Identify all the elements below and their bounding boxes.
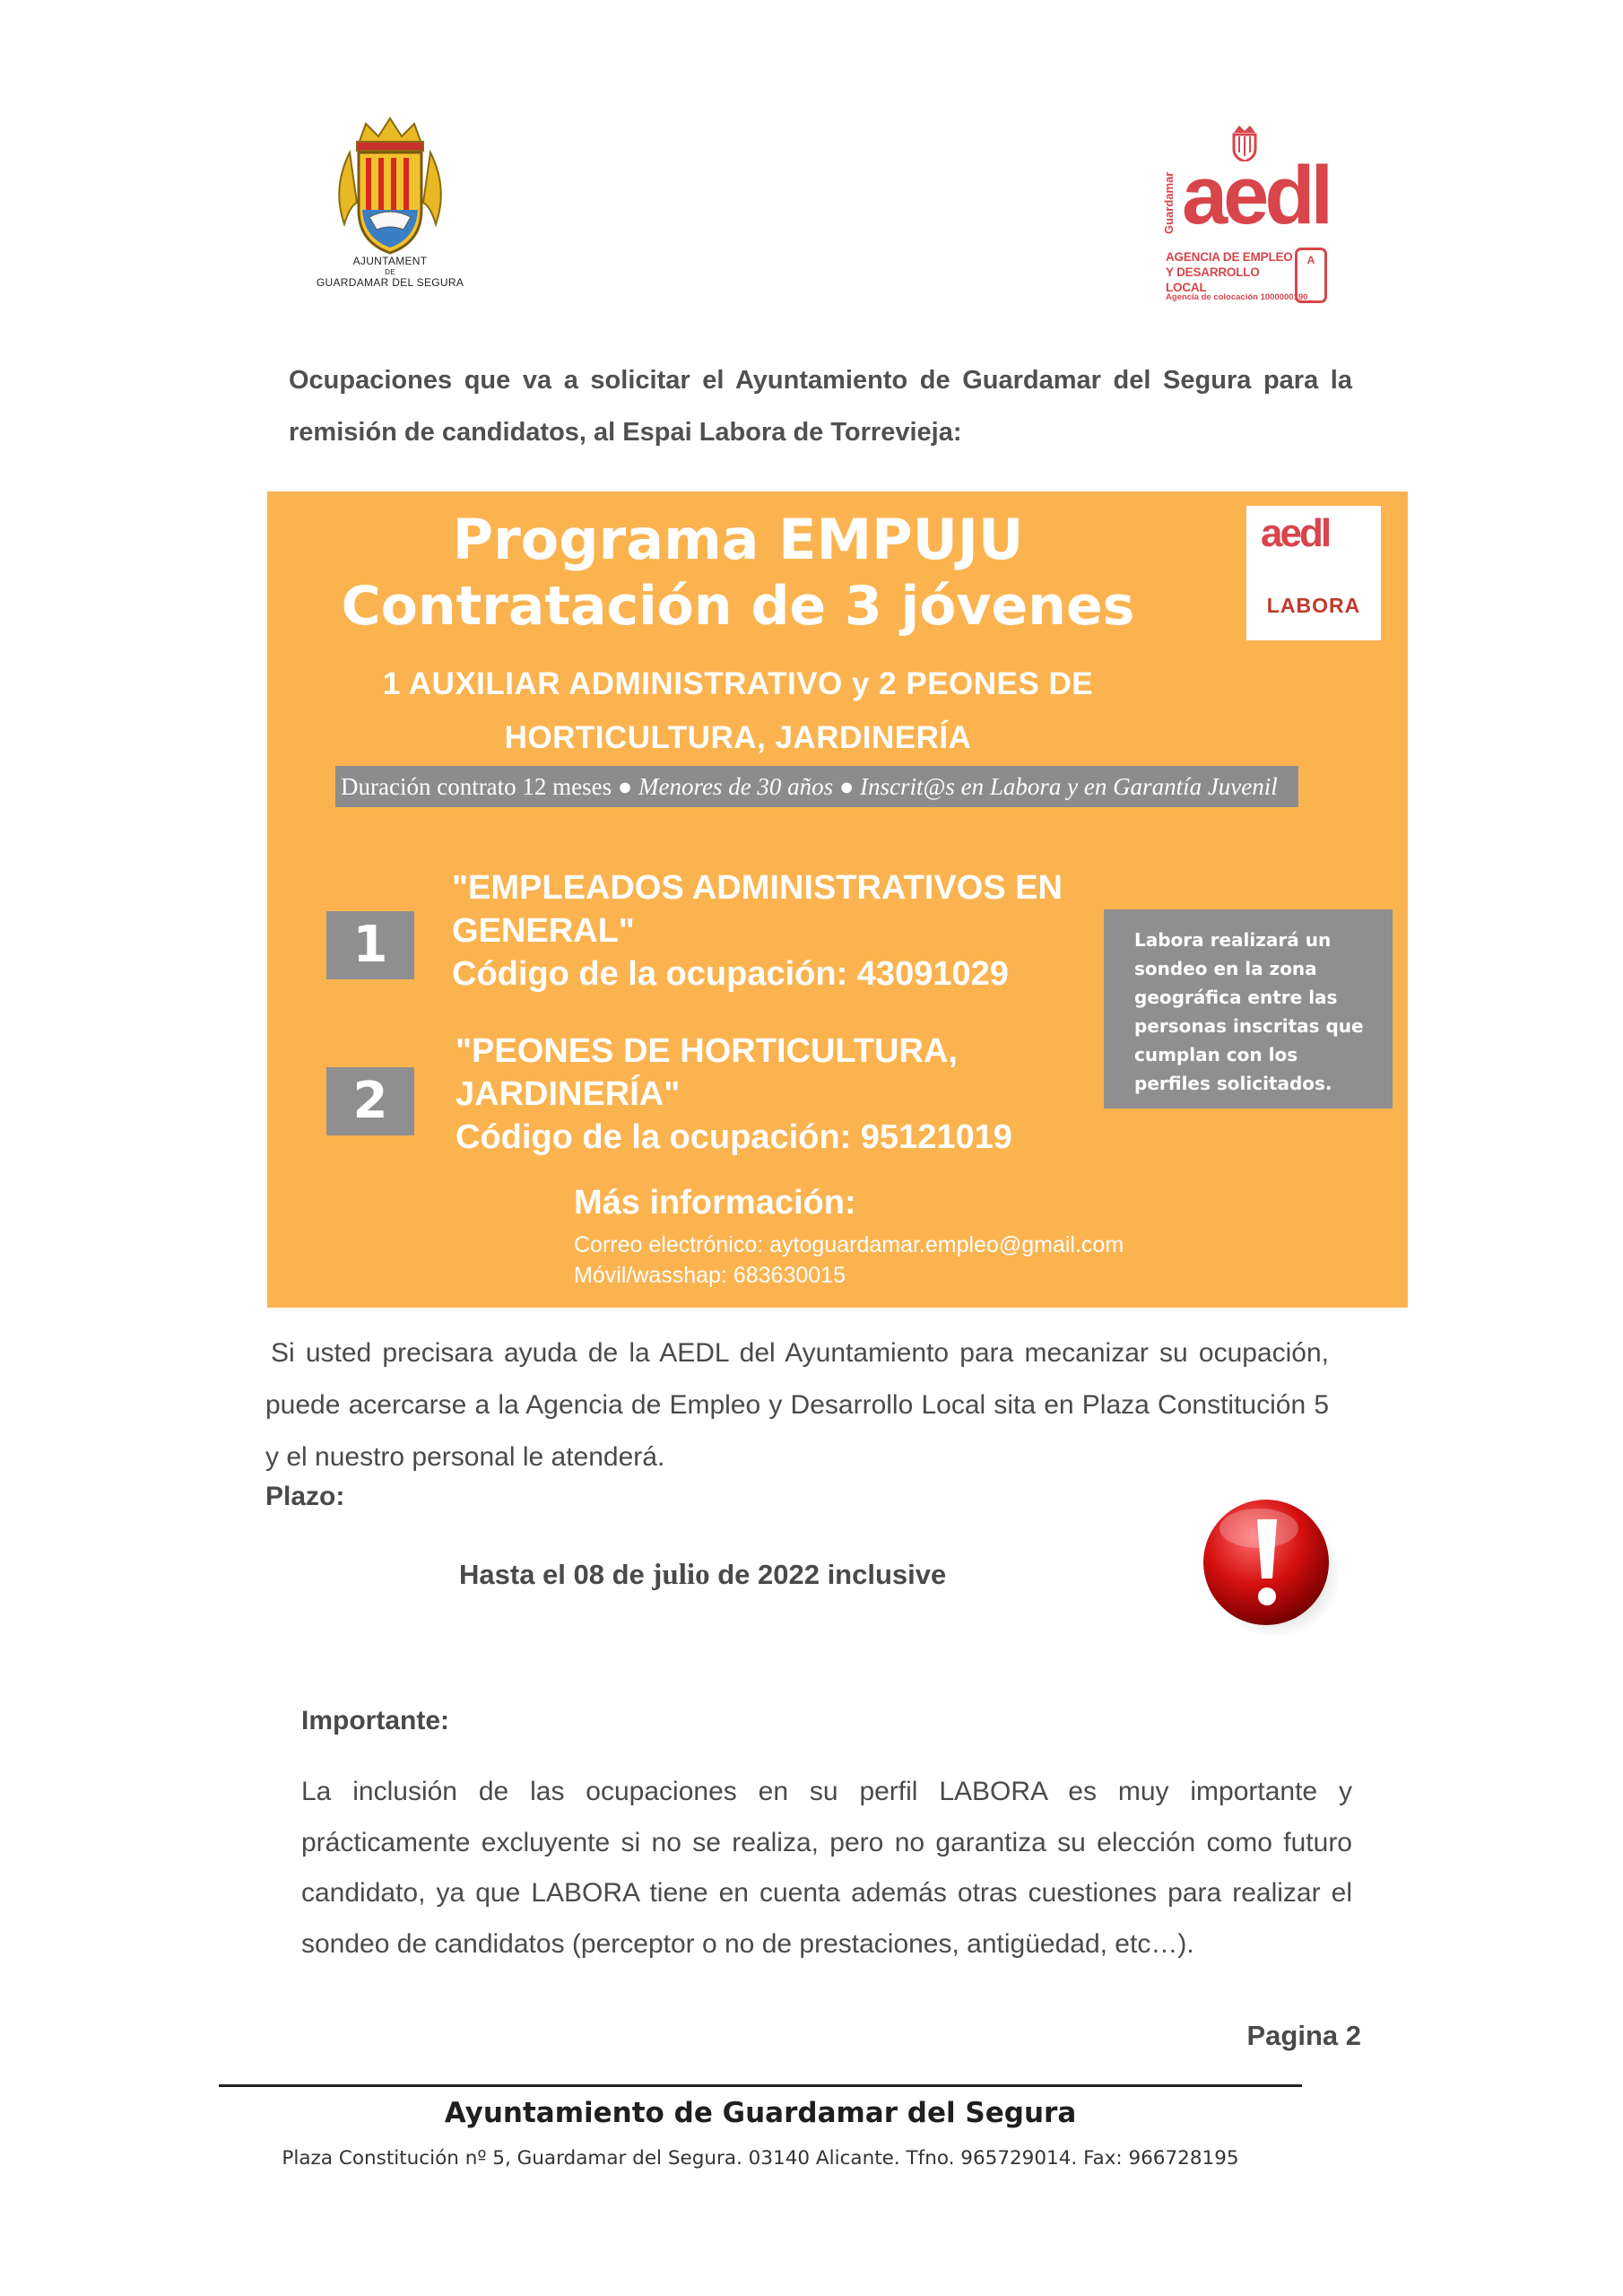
aedl-badge-text: A — [1306, 254, 1315, 266]
labora-note: Labora realizará un sondeo en la zona geográfica entre las personas inscritas que cumplan con los perfiles solicitados. — [1104, 909, 1393, 1109]
more-info-email: Correo electrónico: aytoguardamar.empleo@gmail.com — [574, 1232, 1124, 1257]
poster-subtitle-2: HORTICULTURA, JARDINERÍA — [504, 720, 972, 755]
footer-divider — [219, 2084, 1302, 2087]
more-info-phone: Móvil/wasshap: 683630015 — [574, 1263, 846, 1288]
municipality-caption — [296, 255, 484, 290]
bullet-icon: ● — [838, 773, 860, 800]
caption-line-1: AJUNTAMENT — [352, 255, 428, 267]
page-number: Pagina 2 — [1246, 2020, 1361, 2051]
aedl-logo-word: aedl — [1182, 150, 1330, 241]
aedl-subtitle: AGENCIA DE EMPLEO Y DESARROLLO LOCAL — [1166, 250, 1293, 294]
occupation-number-2: 2 — [326, 1067, 414, 1135]
caption-small: DE — [385, 268, 395, 276]
aedl-footnote: Agencia de colocación 1000000190 — [1166, 292, 1308, 302]
deadline-text — [459, 1559, 946, 1592]
deadline-month: julio — [652, 1559, 710, 1591]
intro-paragraph: Ocupaciones que va a solicitar el Ayuntamiento de Guardamar del Segura para la remisión de candidatos, al Espai Labora de Torrevieja: — [289, 366, 1352, 447]
condition-registration: Inscrit@s en Labora y en Garantía Juvenil — [860, 773, 1278, 800]
importante-text: La inclusión de las ocupaciones en su perfil LABORA es muy importante y prácticamente excluyente si no se realiza, pero no garantiza su elección como futuro candidato, ya que LABORA tiene en cuenta además otras cuestiones para realizar el sondeo de candidatos (perceptor o no de prestaciones, antigüedad, etc…). — [301, 1777, 1352, 1959]
poster-labora-logo: LABORA — [1266, 594, 1361, 617]
occupation-1-code-label: Código de la ocupación: — [452, 955, 857, 993]
condition-duration: Duración contrato 12 meses — [341, 773, 612, 800]
occupation-1-code-line — [452, 952, 1063, 996]
footer-address: Plaza Constitución nº 5, Guardamar del Segura. 03140 Alicante. Tfno. 965729014. Fax: 966728195 — [282, 2147, 1239, 2170]
occupation-2-code-label: Código de la ocupación: — [456, 1118, 861, 1156]
deadline-part-2: de 2022 inclusive — [709, 1559, 947, 1590]
occupation-2-code: 95121019 — [860, 1118, 1012, 1156]
occupation-number-1: 1 — [326, 911, 414, 979]
more-info-title: Más información: — [574, 1184, 856, 1222]
occupation-1-name-2: GENERAL" — [452, 912, 635, 950]
occupation-2-name-2: JARDINERÍA" — [456, 1075, 681, 1113]
aedl-vertical-text: Guardamar — [1162, 171, 1176, 234]
poster-aedl-logo: aedl — [1261, 511, 1330, 555]
deadline-part-1: Hasta el 08 de — [459, 1559, 653, 1590]
poster-title-1: Programa EMPUJU — [452, 507, 1024, 572]
bullet-icon: ● — [617, 773, 638, 800]
caption-line-2: GUARDAMAR DEL SEGURA — [316, 276, 464, 289]
occupation-2-code-line — [456, 1116, 1012, 1159]
occupation-1 — [452, 866, 1063, 996]
poster-subtitle-1: 1 AUXILIAR ADMINISTRATIVO y 2 PEONES DE — [382, 666, 1094, 701]
program-poster — [267, 491, 1408, 1308]
occupation-1-name-1: "EMPLEADOS ADMINISTRATIVOS EN — [452, 869, 1063, 907]
poster-conditions-strip — [335, 766, 1298, 807]
importante-label: Importante: — [301, 1706, 449, 1735]
exclamation-alert-icon — [1196, 1492, 1340, 1636]
plazo-label: Plazo: — [265, 1482, 345, 1511]
occupation-2 — [456, 1030, 1012, 1159]
condition-age: Menores de 30 años — [638, 773, 834, 800]
occupation-1-code: 43091029 — [856, 955, 1009, 993]
help-paragraph: Si usted precisara ayuda de la AEDL del Ayuntamiento para mecanizar su ocupación, puede acercarse a la Agencia de Empleo y Desarrollo Local sita en Plaza Constitución 5 y el nuestro personal le atenderá. — [265, 1338, 1329, 1472]
poster-title-2: Contratación de 3 jóvenes — [341, 575, 1135, 638]
occupation-2-name-1: "PEONES DE HORTICULTURA, — [456, 1032, 958, 1070]
footer-title: Ayuntamiento de Guardamar del Segura — [444, 2097, 1077, 2129]
